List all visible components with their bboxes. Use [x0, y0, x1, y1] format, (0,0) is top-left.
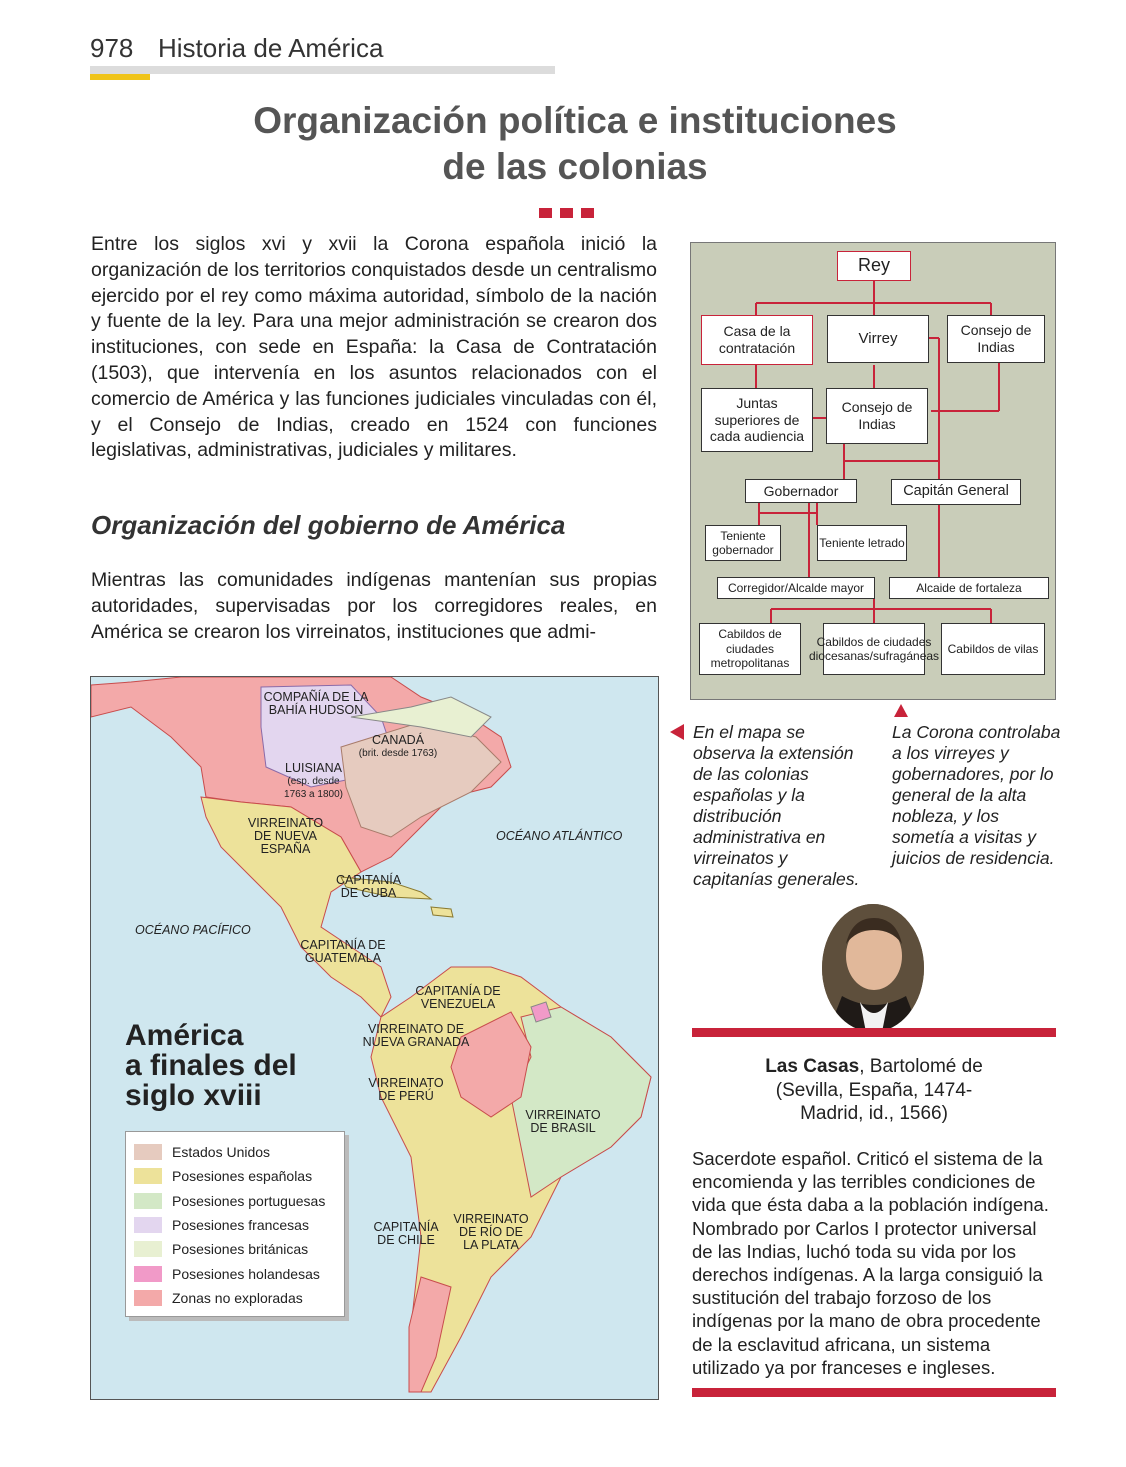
box-juntas: Juntas superiores de cada audiencia [701, 388, 813, 452]
box-cabildos-metropolitanas: Cabildos de ciudades metropolitanas [699, 623, 801, 675]
legend-label: Estados Unidos [172, 1144, 271, 1160]
legend-swatch [134, 1290, 162, 1306]
title-decoration [539, 205, 602, 223]
box-capitan-general: Capitán General [891, 479, 1021, 505]
legend-label: Zonas no exploradas [172, 1289, 303, 1306]
legend-label: Posesiones británicas [172, 1241, 309, 1258]
box-alcaide: Alcaide de fortaleza [889, 577, 1049, 599]
bio-text: Sacerdote español. Criticó el sistema de la encomienda y las terribles condiciones de vida que ésta daba a la población indígena. Nombrado por Carlos I protector universal de las Indias, luchó toda su vida por los derechos indígenas. A la larga consiguió la sustitución del trabajo forzoso de los indígenas por la mano de obra procedente de la esclavitud africana, un sistema utilizado ya por franceses e ingleses. [692, 1148, 1049, 1378]
bio-top-bar [692, 1028, 1056, 1037]
america-map [90, 676, 659, 1400]
intro-paragraph: Entre los siglos xvi y xvii la Corona española inició la organización de los territorios conquistados desde un centralismo ejercido por el rey como máxima autoridad, símbolo de la nación y fuente de la ley. Para una mejor administración se crearon dos instituciones, con sede en España: la Casa de Contratación (1503), que intervenía en los asuntos relacionados con el comercio de América y las funciones judiciales vinculadas con él, y el Consejo de Indias, creado en 1524 con funciones legislativas, administrativas, judiciales y militares. [91, 233, 657, 462]
box-cabildos-vilas: Cabildos de vilas [941, 623, 1045, 675]
label-luisiana: LUISIANA (esp. desde 1763 a 1800) [284, 761, 343, 800]
box-virrey: Virrey [827, 315, 929, 363]
label-pacific: OCÉANO PACÍFICO [135, 923, 251, 937]
label-peru: VIRREINATO DE PERÚ [368, 1076, 444, 1103]
label-rio-plata: VIRREINATO DE RÍO DE LA PLATA [453, 1212, 529, 1252]
box-cabildos-diocesanas: Cabildos de ciudades diocesanas/sufragáneas [823, 623, 925, 675]
label-guatemala: CAPITANÍA DE GUATEMALA [300, 938, 386, 965]
bio-dates: (Sevilla, España, 1474-Madrid, id., 1566) [775, 1080, 973, 1124]
org-chart [690, 242, 1056, 700]
paragraph-2: Mientras las comunidades indígenas mantenían sus propias autoridades, supervisadas por los corregidores reales, en América se crearon los virreinatos, instituciones que admi- [91, 569, 657, 643]
label-nueva-espana: VIRREINATO DE NUEVA ESPAÑA [247, 816, 324, 856]
map-title: América a finales del siglo xviii [125, 1019, 297, 1112]
label-atlantic: OCÉANO ATLÁNTICO [496, 829, 623, 843]
bio-name: Las Casas [765, 1056, 860, 1077]
subheading: Organización del gobierno de América [91, 510, 566, 540]
legend-swatch [134, 1241, 162, 1257]
caption-arrow-left-icon [670, 724, 684, 740]
map-caption: En el mapa se observa la extensión de las colonias españolas y la distribución administrativa en virreinatos y capitanías generales. [693, 722, 860, 889]
label-chile: CAPITANÍA DE CHILE [373, 1220, 439, 1247]
label-nueva-granada: VIRREINATO DE NUEVA GRANADA [362, 1022, 470, 1049]
legend-label: Posesiones españolas [172, 1168, 313, 1185]
title-line-2: de las colonias [442, 146, 708, 187]
header-accent [90, 74, 150, 80]
box-teniente-letrado: Teniente letrado [817, 525, 907, 561]
box-gobernador: Gobernador [745, 479, 857, 503]
legend-label: Posesiones holandesas [172, 1265, 320, 1282]
map-legend [125, 1131, 345, 1317]
portrait-image [822, 904, 924, 1032]
page-number: 978 [90, 33, 134, 63]
label-venezuela: CAPITANÍA DE VENEZUELA [415, 984, 501, 1011]
bio-bottom-bar [692, 1388, 1056, 1397]
label-canada: CANADÁ (brit. desde 1763) [358, 733, 438, 759]
legend-swatch [134, 1266, 162, 1282]
legend-swatch [134, 1168, 162, 1184]
legend-label: Posesiones francesas [172, 1216, 309, 1233]
box-casa-contratacion: Casa de la contratación [701, 315, 813, 365]
legend-swatch [134, 1217, 162, 1233]
caption-arrow-up-icon [894, 704, 908, 717]
page-title [150, 98, 1000, 190]
box-consejo-indias-mid: Consejo de Indias [826, 388, 928, 444]
legend-swatch [134, 1193, 162, 1209]
box-teniente-gobernador: Teniente gobernador [705, 525, 781, 561]
box-rey: Rey [837, 251, 911, 281]
box-corregidor: Corregidor/Alcalde mayor [717, 577, 875, 599]
header-rule [90, 66, 555, 74]
legend-swatch [134, 1144, 162, 1160]
label-brasil: VIRREINATO DE BRASIL [525, 1108, 601, 1135]
section-name: Historia de América [158, 33, 384, 63]
title-line-1: Organización política e instituciones [253, 100, 897, 141]
bio-name-rest: , Bartolomé de [859, 1056, 983, 1077]
legend-label: Posesiones portuguesas [172, 1192, 326, 1209]
org-chart-caption: La Corona controlaba a los virreyes y gobernadores, por lo general de la alta nobleza, y los sometía a visitas y juicios de residencia. [892, 722, 1061, 868]
label-cuba: CAPITANÍA DE CUBA [335, 873, 402, 900]
bio-heading [692, 1055, 1056, 1078]
box-consejo-indias-top: Consejo de Indias [947, 315, 1045, 363]
label-hudson: COMPAÑÍA DE LA BAHÍA HUDSON [263, 690, 369, 717]
